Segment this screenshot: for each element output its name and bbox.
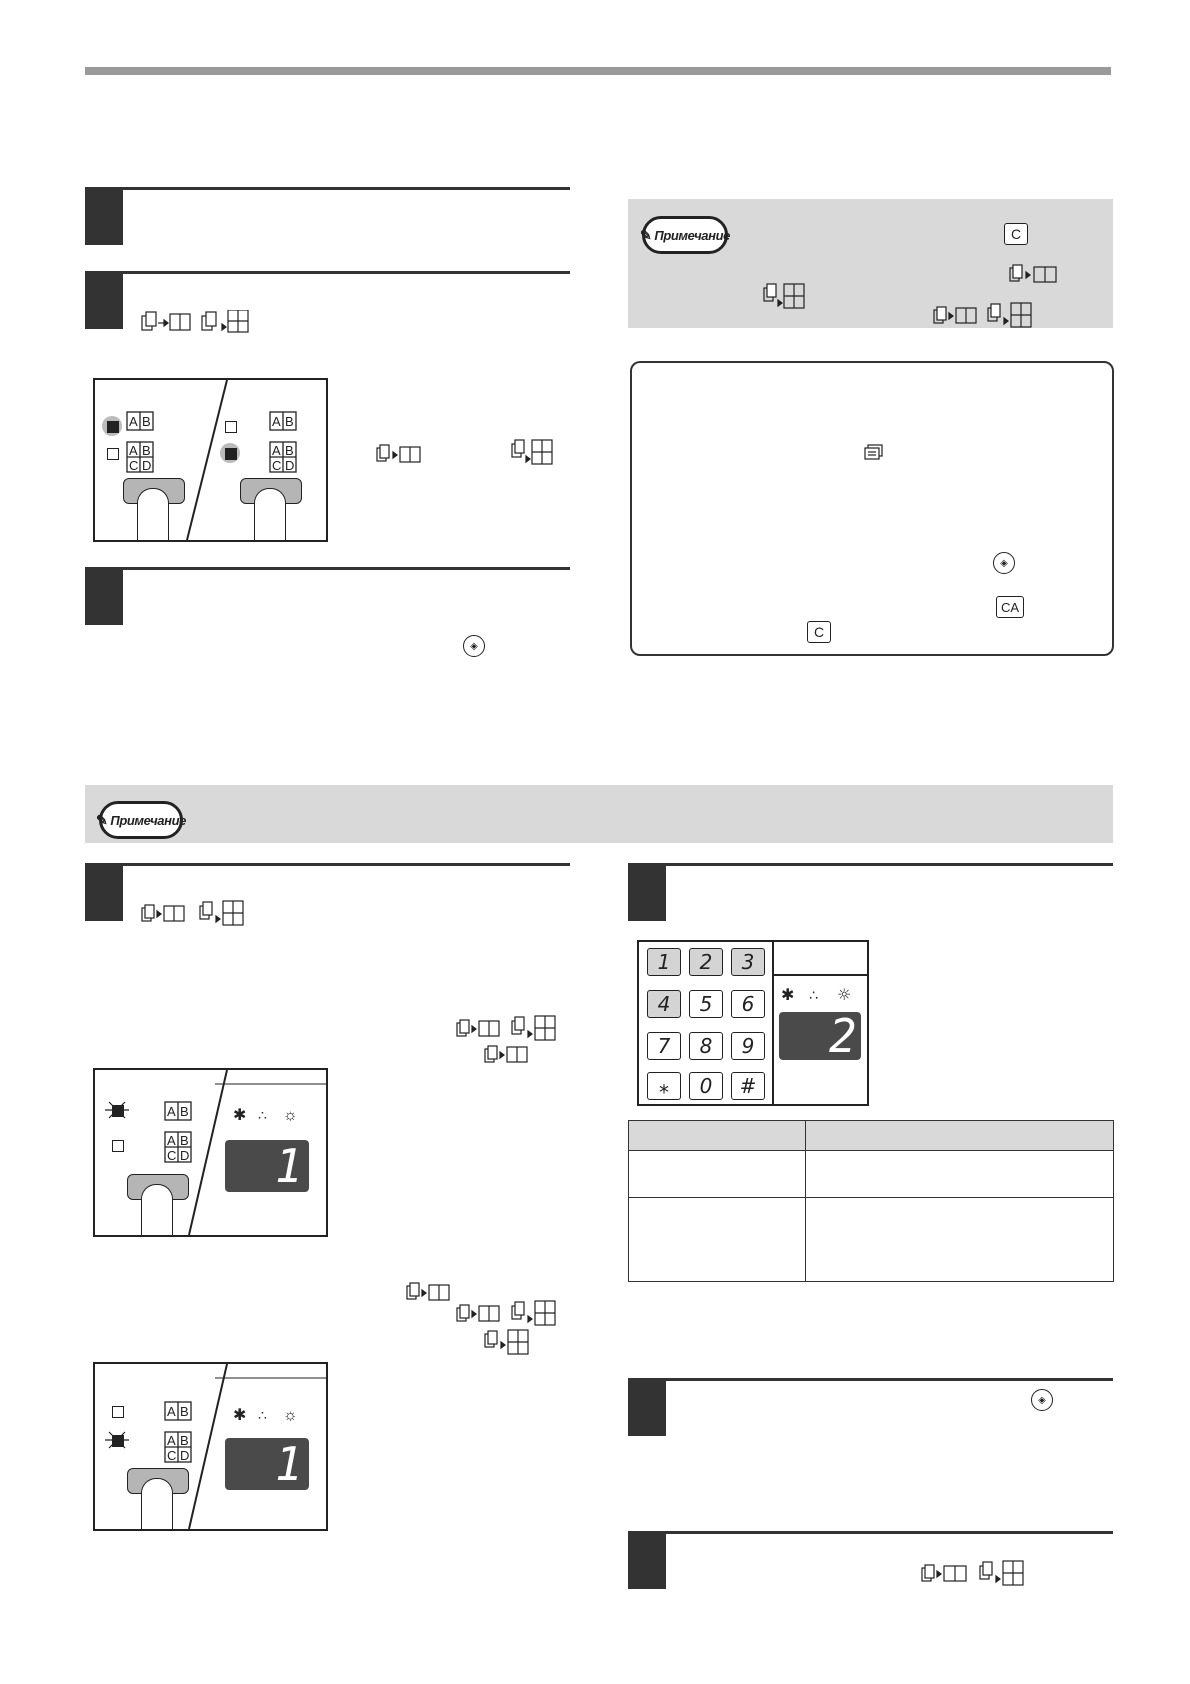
copy-count-display: 2 [779,1012,861,1060]
svg-text:D: D [142,458,152,473]
svg-text:✱: ✱ [233,1107,247,1124]
step-d-rule [628,1531,1113,1534]
duplex-mode-icons [455,1015,560,1067]
table-row [629,1198,1114,1282]
keypad-key-8: 8 [689,1032,723,1060]
indicator-blinking [112,1435,124,1447]
finger-illustration [254,488,286,542]
keypad-key-7: 7 [647,1032,681,1060]
indicator-on [225,448,237,460]
copy-count-display: 1 [225,1438,309,1490]
step-c-marker [628,1378,666,1436]
finger-illustration [141,1478,173,1531]
duplex-4up-mode-icon [762,282,807,310]
svg-text:∴: ∴ [809,988,818,1004]
step-d-marker [628,1531,666,1589]
table-header-row [629,1121,1114,1151]
step-a-marker [85,863,123,921]
svg-text:A: A [272,414,281,429]
svg-text:B: B [180,1104,189,1119]
duplex-mode-icon [405,1282,453,1302]
step-2-marker [85,271,123,329]
original-icon [863,444,885,462]
copy-count-display: 1 [225,1140,309,1192]
step-c-rule [628,1378,1113,1381]
duplex-mode-icon [375,444,425,464]
step-b-rule [628,863,1113,866]
svg-text:B: B [180,1433,189,1448]
start-key-icon: ◈ [463,635,485,657]
clear-all-key-icon: CA [996,596,1024,618]
svg-text:✱: ✱ [233,1407,247,1424]
duplex-mode-icons [140,310,250,334]
svg-text:D: D [285,458,295,473]
duplex-mode-icons [140,900,250,926]
indicator-blinking [112,1105,124,1117]
keypad-key-star: ⁎ [647,1072,681,1100]
step-2-rule [85,271,570,274]
keypad-key-9: 9 [731,1032,765,1060]
indicator-off [112,1406,124,1418]
table-header-cell [806,1121,1114,1151]
note-bar [85,785,1113,843]
indicator-off [225,421,237,433]
table-cell [629,1198,806,1282]
finger-illustration [137,488,169,542]
duplex-mode-icons [920,1560,1030,1586]
keypad-key-3: 3 [731,948,765,976]
svg-text:A: A [167,1133,176,1148]
duplex-mode-icons [932,302,1037,328]
svg-text:A: A [129,443,138,458]
svg-text:∴: ∴ [258,1107,267,1123]
duplex-selector-panel [93,378,328,542]
copy-panel-b [93,1362,328,1531]
note-badge-bottom: ✎ Примечание [99,801,183,839]
svg-text:✱: ✱ [781,985,795,1004]
keypad-key-1: 1 [647,948,681,976]
keypad-key-hash: # [731,1072,765,1100]
svg-text:A: A [167,1433,176,1448]
table-cell [806,1198,1114,1282]
indicator-on [107,421,119,433]
header-rule [85,67,1111,75]
svg-text:C: C [167,1448,177,1463]
svg-text:∴: ∴ [258,1407,267,1423]
svg-text:B: B [285,414,294,429]
duplex-mode-icons [455,1300,560,1358]
info-box [630,361,1114,656]
pencil-icon: ✎ [96,811,108,828]
table-header-cell [629,1121,806,1151]
svg-text:☼: ☼ [283,1407,298,1424]
svg-text:C: C [167,1148,177,1163]
keypad-key-5: 5 [689,990,723,1018]
table-cell [629,1151,806,1198]
duplex-4up-mode-icon [510,438,555,466]
note-badge-top: ✎ Примечание [642,216,728,254]
svg-text:D: D [180,1148,190,1163]
svg-text:A: A [167,1404,176,1419]
step-a-rule [85,863,570,866]
step-b-marker [628,863,666,921]
keypad-key-2: 2 [689,948,723,976]
indicator-off [112,1140,124,1152]
svg-text:A: A [272,443,281,458]
svg-text:C: C [272,458,282,473]
svg-text:D: D [180,1448,190,1463]
svg-text:B: B [180,1133,189,1148]
svg-text:A: A [129,414,138,429]
status-icons [775,982,865,1006]
settings-table [628,1120,1114,1282]
svg-text:A: A [167,1104,176,1119]
pencil-icon: ✎ [640,226,652,243]
copy-panel-a [93,1068,328,1237]
step-1-marker [85,187,123,245]
svg-text:B: B [180,1404,189,1419]
table-cell [806,1151,1114,1198]
keypad-key-0: 0 [689,1072,723,1100]
table-row [629,1151,1114,1198]
duplex-mode-icon [1008,264,1060,284]
keypad-key-6: 6 [731,990,765,1018]
clear-key-icon: C [807,621,831,643]
clear-key-icon: C [1004,223,1028,245]
step-3-marker [85,567,123,625]
keypad-key-4: 4 [647,990,681,1018]
keypad-panel [637,940,869,1106]
start-key-icon: ◈ [993,552,1015,574]
finger-illustration [141,1184,173,1237]
svg-text:B: B [142,414,151,429]
svg-text:☼: ☼ [283,1107,298,1124]
svg-text:B: B [285,443,294,458]
step-3-rule [85,567,570,570]
start-key-icon: ◈ [1031,1389,1053,1411]
svg-text:☼: ☼ [837,985,852,1004]
svg-text:C: C [129,458,139,473]
indicator-off [107,448,119,460]
step-1-rule [85,187,570,190]
svg-text:B: B [142,443,151,458]
